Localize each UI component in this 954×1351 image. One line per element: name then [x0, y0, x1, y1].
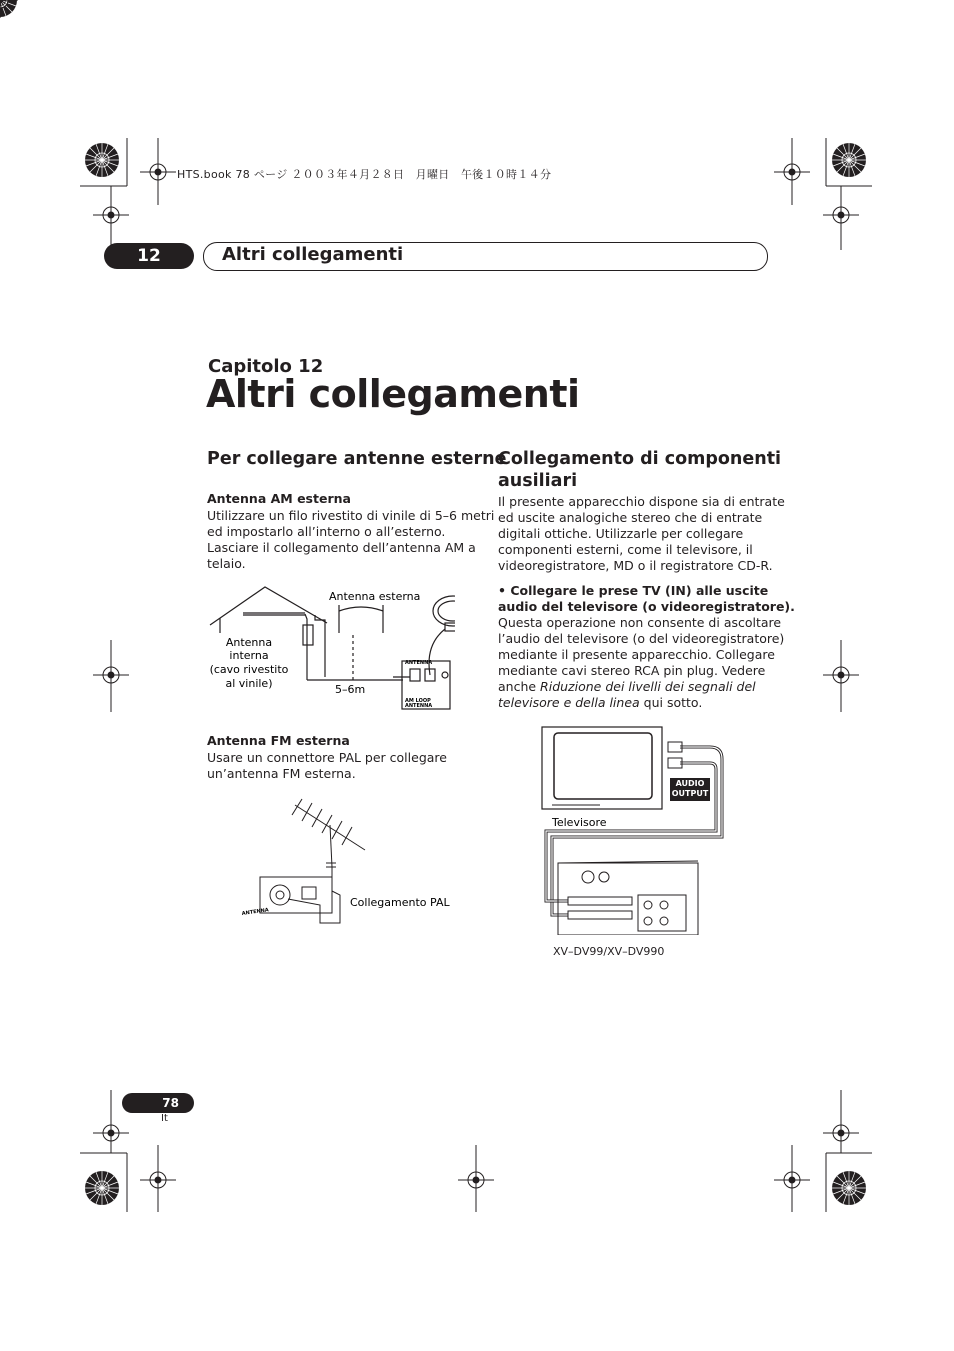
tv-label: Televisore [552, 816, 607, 829]
internal-antenna-label-2: interna [229, 649, 269, 662]
am-terminal-label: ANTENNA [405, 660, 433, 666]
television [542, 727, 662, 809]
am-antenna-heading: Antenna AM esterna [207, 491, 351, 506]
internal-antenna-label-3: (cavo rivestito [209, 663, 289, 676]
fm-antenna-heading: Antenna FM esterna [207, 733, 350, 748]
connection-explanation: Questa operazione non consente di ascoltare l’audio del televisore (o del videoregistratore) mediante il presente apparecchio. Collegare mediante cavi stereo RCA pin plug. Vedere anche Riduzione dei livelli dei segnali del televisore e della linea qui sotto. [498, 615, 785, 710]
model-label: XV–DV99/XV–DV990 [553, 945, 665, 958]
external-antenna-label: Antenna esterna [329, 590, 421, 603]
auxiliary-intro: Il presente apparecchio dispone sia di entrate ed uscite analogiche stereo che di entrate digitali ottiche. Utilizzarle per collegare componenti esterni, come il televisore, il videoregistratore, MD o il registratore CD-R. [498, 494, 785, 573]
chapter-number-badge: 12 [104, 243, 194, 269]
internal-antenna-label-1: Antenna [225, 636, 273, 649]
header-title: Altri collegamenti [222, 244, 404, 265]
internal-antenna-label-4: al vinile) [225, 677, 273, 690]
audio-output-badge: AUDIO OUTPUT [670, 778, 710, 801]
chapter-title: Altri collegamenti [206, 372, 580, 416]
auxiliary-section-heading: Collegamento di componenti ausiliari [498, 449, 782, 491]
language-code: It [161, 1113, 168, 1124]
tv-connection-diagram [540, 725, 730, 935]
am-loop-label-1: AM LOOP [405, 698, 431, 704]
chapter-label: Capitolo 12 [208, 356, 324, 377]
am-loop-label-2: ANTENNA [405, 703, 433, 709]
fm-antenna-text: Usare un connettore PAL per collegare un’antenna FM esterna. [207, 750, 447, 781]
fm-terminal-label: ANTENNA [241, 907, 270, 917]
antenna-section-heading: Per collegare antenne esterne [207, 449, 507, 469]
am-antenna-text: Utilizzare un filo rivestito di vinile di 5–6 metri ed impostarlo all’interno o all’esterno. Lasciare il collegamento dell’antenna AM a telaio. [207, 508, 495, 571]
reference-link-text: Riduzione dei livelli dei segnali del [540, 679, 756, 694]
am-antenna-diagram [205, 585, 455, 715]
connection-instruction: • Collegare le prese TV (IN) alle uscite audio del televisore (o videoregistratore). [498, 583, 795, 614]
page-number: 78 [122, 1093, 194, 1113]
print-info: HTS.book 78 ページ ２００３年４月２８日 月曜日 午後１０時１４分 [177, 168, 552, 181]
wire-length-label: 5–6m [335, 683, 366, 696]
fm-antenna-diagram [240, 795, 460, 935]
pal-connection-label: Collegamento PAL [350, 896, 450, 909]
